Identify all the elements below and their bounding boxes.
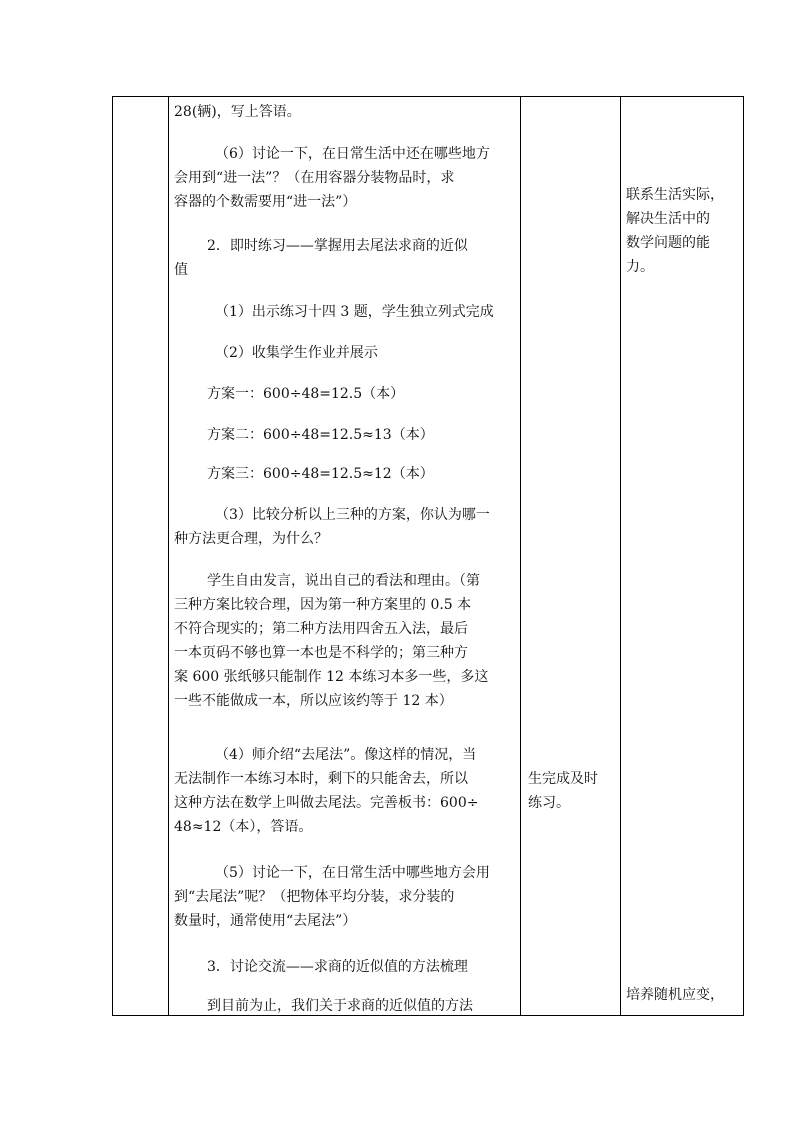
step-3: （3）比较分析以上三种的方案，你认为哪一 种方法更合理，为什么？	[174, 507, 490, 547]
column-divider-2	[520, 96, 521, 1016]
plan-2: 方案二：600÷48=12.5≈13（本）	[207, 427, 434, 443]
plan-1: 方案一：600÷48=12.5（本）	[207, 386, 405, 402]
section-2-heading: 2．即时练习——掌握用去尾法求商的近似 值	[174, 238, 468, 278]
table-border-left	[112, 96, 113, 1016]
section-3-heading: 3．讨论交流——求商的近似值的方法梳理	[207, 959, 468, 975]
student-activity: 生完成及时 练习。	[528, 771, 598, 811]
step-2: （2）收集学生作业并展示	[215, 345, 378, 361]
design-intent-a: 联系生活实际， 解决生活中的 数学问题的能 力。	[626, 187, 724, 275]
plan-3: 方案三：600÷48=12.5≈12（本）	[207, 466, 434, 482]
answer-line: 28(辆)，写上答语。	[174, 104, 301, 120]
column-divider-1	[168, 96, 169, 1016]
discussion-carry-method: （6）讨论一下，在日常生活中还在哪些地方 会用到“进一法”？（在用容器分装物品时，求 容器的个数需要用“进一法”）	[174, 146, 490, 210]
step-5: （5）讨论一下，在日常生活中哪些地方会用 到“去尾法”呢？（把物体平均分装，求分装的 数量时，通常使用“去尾法”）	[174, 865, 490, 929]
step-1: （1）出示练习十四 3 题，学生独立列式完成	[215, 304, 494, 320]
student-discussion: 学生自由发言，说出自己的看法和理由。（第 三种方案比较合理，因为第一种方案里的 0.5 本 不符合现实的；第二种方法用四舍五入法，最后 一本页码不够也算一本也是不科学的；第三种方 案 600 张纸够只能制作 12 本练习本多一些，多这 一些不能做成一本，所以应该约等于 12 本）	[174, 573, 489, 709]
section-3-intro: 到目前为止，我们关于求商的近似值的方法	[207, 998, 473, 1014]
table-border-right	[743, 96, 744, 1016]
step-4: （4）师介绍“去尾法”。像这样的情况，当 无法制作一本练习本时，剩下的只能舍去，所以 这种方法在数学上叫做去尾法。完善板书：600÷ 48≈12（本），答语。	[174, 747, 479, 835]
column-divider-3	[620, 96, 621, 1016]
design-intent-b: 培养随机应变，	[626, 987, 724, 1003]
